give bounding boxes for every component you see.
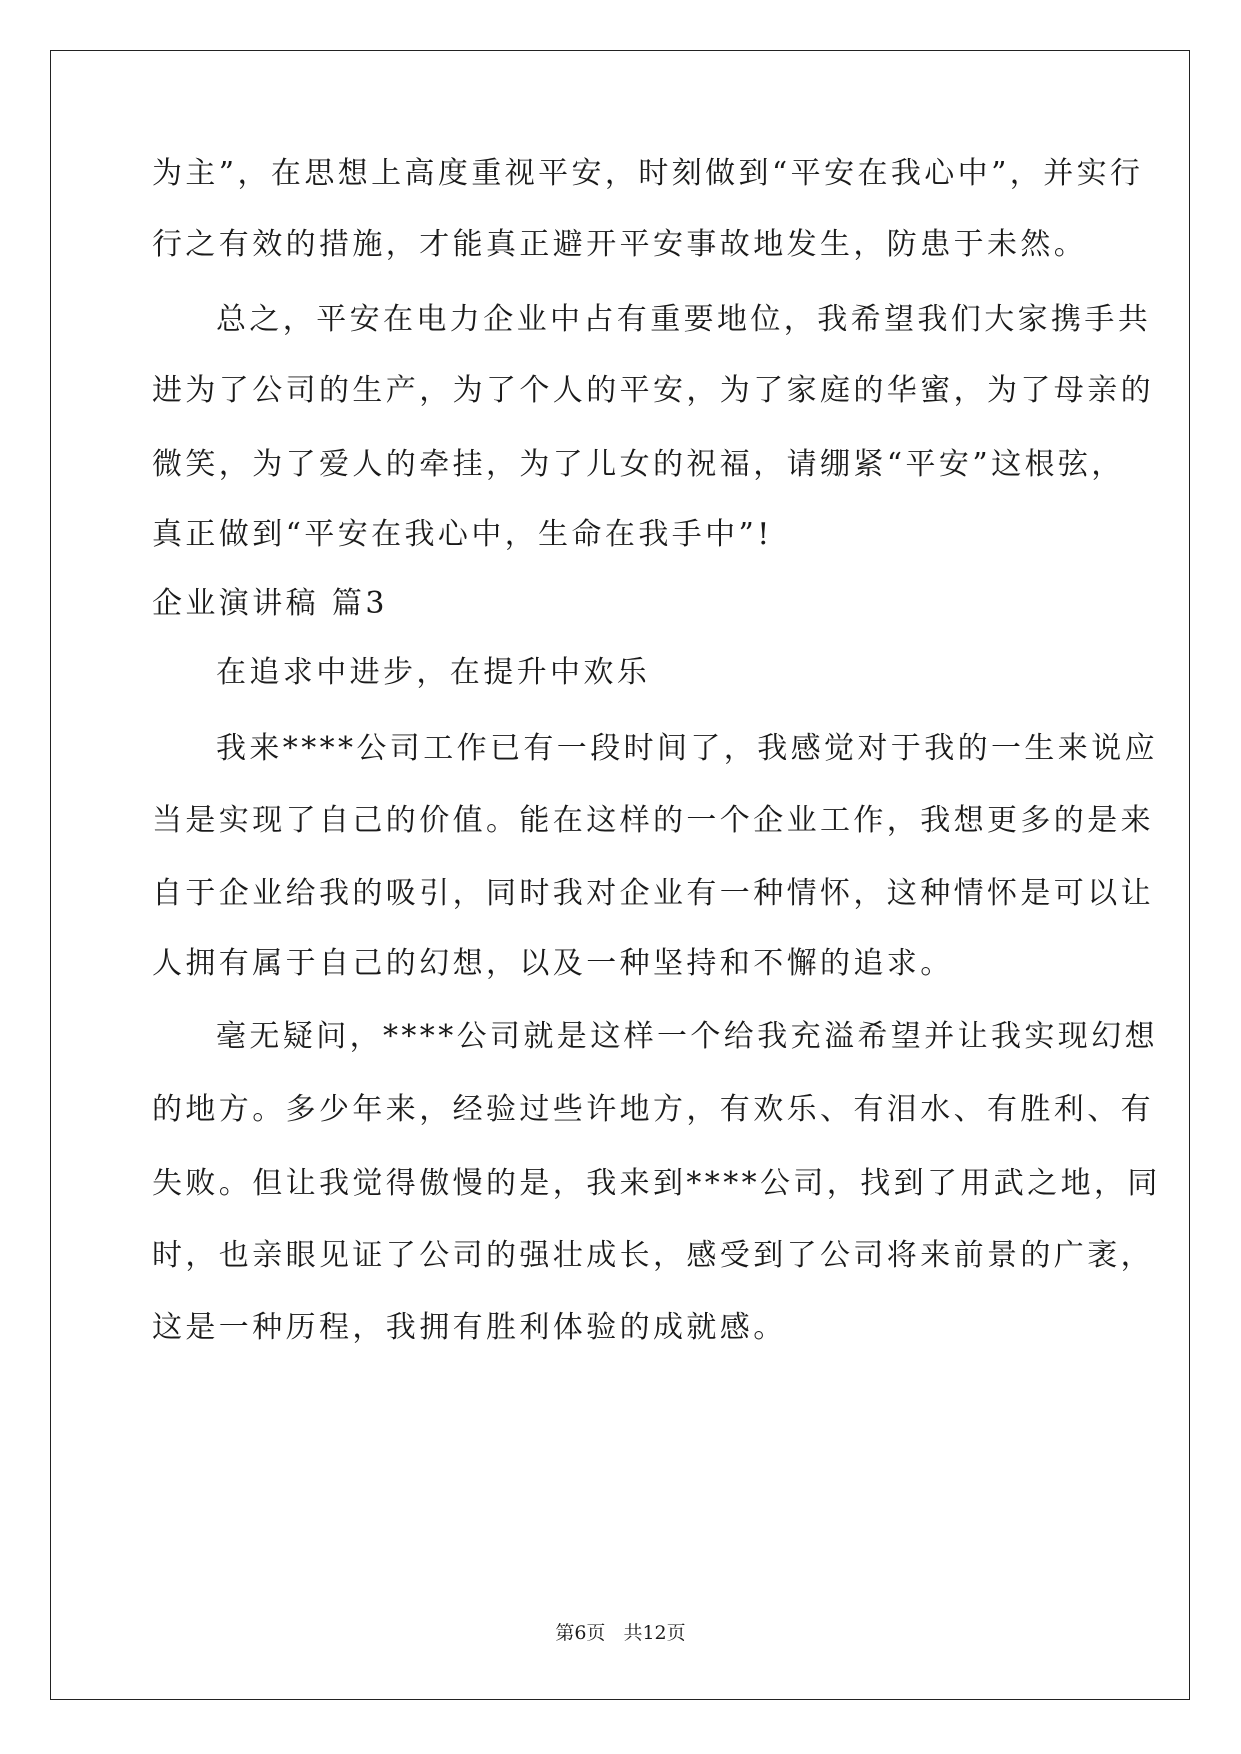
page-total: 共12页 xyxy=(623,1622,686,1644)
paragraph-line: 自于企业给我的吸引，同时我对企业有一种情怀，这种情怀是可以让 xyxy=(152,876,1154,911)
paragraph-line: 人拥有属于自己的幻想，以及一种坚持和不懈的追求。 xyxy=(152,946,954,981)
paragraph-line: 为主”，在思想上高度重视平安，时刻做到“平安在我心中”，并实行 xyxy=(152,156,1144,191)
paragraph-line: 时，也亲眼见证了公司的强壮成长，感受到了公司将来前景的广袤， xyxy=(152,1238,1154,1273)
section-heading: 企业演讲稿 篇3 xyxy=(152,586,388,621)
paragraph-line: 毫无疑问，****公司就是这样一个给我充溢希望并让我实现幻想 xyxy=(216,1019,1158,1054)
paragraph-line: 进为了公司的生产，为了个人的平安，为了家庭的华蜜，为了母亲的 xyxy=(152,373,1154,408)
paragraph-line: 总之，平安在电力企业中占有重要地位，我希望我们大家携手共 xyxy=(216,302,1152,337)
page-footer xyxy=(0,1618,1241,1645)
paragraph-line: 失败。但让我觉得傲慢的是，我来到****公司，找到了用武之地，同 xyxy=(152,1166,1161,1201)
paragraph-line: 当是实现了自己的价值。能在这样的一个企业工作，我想更多的是来 xyxy=(152,803,1154,838)
paragraph-line: 真正做到“平安在我心中，生命在我手中”! xyxy=(152,517,773,552)
paragraph-line: 的地方。多少年来，经验过些许地方，有欢乐、有泪水、有胜利、有 xyxy=(152,1092,1154,1127)
paragraph-line: 微笑，为了爱人的牵挂，为了儿女的祝福，请绷紧“平安”这根弦， xyxy=(152,447,1125,482)
page-number: 第6页 xyxy=(555,1622,606,1644)
paragraph-line: 我来****公司工作已有一段时间了，我感觉对于我的一生来说应 xyxy=(216,731,1158,766)
paragraph-line: 行之有效的措施，才能真正避开平安事故地发生，防患于未然。 xyxy=(152,227,1088,262)
paragraph-line: 这是一种历程，我拥有胜利体验的成就感。 xyxy=(152,1310,787,1345)
section-subtitle: 在追求中进步，在提升中欢乐 xyxy=(216,655,651,690)
